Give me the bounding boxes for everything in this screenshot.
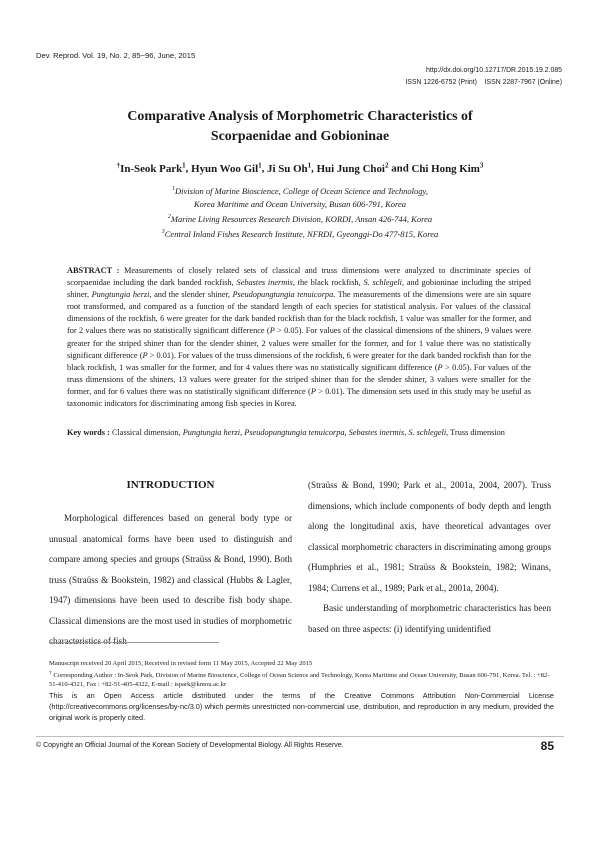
affiliation-text: Division of Marine Bioscience, College of Ocean Science and Technology,: [175, 185, 428, 196]
copyright-notice: © Copyright an Official Journal of the Korean Society of Developmental Biology. All Rights Reserve.: [36, 742, 344, 749]
affiliation-text: Central Inland Fishes Research Institute, NFRDI, Gyeonggi-Do 477-815, Korea: [164, 228, 439, 239]
text-run: . The measurements of the dimensions were are sin square root transformed, and compared as a function of the standard length of each species for statistical analysis. For values of the classical dimensions of the rockfish, 6 were greater for the dark banded rockfish than for the black rockfish, 1 value was smaller for the former, and for 2 values there was no statistically significant difference (: [67, 290, 532, 336]
text-run: ,: [404, 428, 409, 437]
keywords-label: Key words :: [67, 428, 110, 437]
italic-term: Pungtungia herzi: [182, 428, 241, 437]
footer-rule: [36, 736, 564, 737]
intro-paragraph-1-continued: (Straüss & Bond, 1990; Park et al., 2001a, 2004, 2007). Truss dimensions, which include components of body depth and length along the longitudinal axis, have theoretical advantages over classical morphometric characters in discriminating among groups (Humphries et al., 1981; Straüss & Bookstein, 1982; Winans, 1984; Currens et al., 1989; Park et al., 2001a, 2004).: [308, 480, 551, 593]
italic-term: P: [269, 326, 275, 336]
text-run: > 0.05). For values of the classical dimensions of the shiners, 9 values were greater for the striped shiner than for the slender shiner, 2 values were smaller for the former, and for 1 value there was no statistically significant difference (: [67, 326, 532, 360]
footnotes: [49, 660, 554, 690]
italic-term: Pseudopungtungia tenuicorpa: [244, 428, 345, 437]
column-left: [49, 508, 292, 652]
author-dagger-mark: †: [116, 161, 121, 169]
author: [317, 163, 389, 175]
abstract-label: ABSTRACT :: [67, 266, 120, 275]
author: [411, 163, 483, 175]
italic-term: P: [142, 350, 148, 360]
author: [191, 163, 261, 175]
author-separator: ,: [311, 162, 317, 175]
italic-term: Sebastes inermis: [348, 428, 405, 437]
text-run: Measurements of closely related sets of classical and truss dimensions were analyzed to discriminate species of scorpaenidae including the dark banded rockfish,: [67, 266, 531, 288]
italic-term: S. schlegeli: [408, 428, 447, 437]
author-separator: ,: [185, 162, 192, 175]
section-heading-introduction: INTRODUCTION: [126, 479, 215, 491]
italic-term: Pseudopungtungia tenuicorpa: [232, 290, 334, 300]
journal-reference: Dev. Reprod. Vol. 19, No. 2, 85~96, June, 2015: [36, 51, 196, 60]
author-name: Ji Su Oh: [267, 162, 308, 175]
doi-issn-block: [405, 65, 562, 88]
text-run: , the black rockfish,: [292, 278, 364, 288]
paper-title: [0, 107, 600, 146]
footnote-separator: [49, 642, 219, 643]
italic-term: S. schlegeli: [363, 278, 402, 288]
text-run: > 0.05). For values of the truss dimensions of the shiners, 13 values were greater for the striped shiner than for the slender shiner, 3 values were smaller for the former, and for 6 values there was no statistically significant difference (: [67, 362, 531, 396]
italic-term: P: [437, 362, 443, 372]
abstract: [67, 265, 531, 410]
affiliation-number: 1: [172, 186, 175, 192]
column-right: [308, 475, 551, 639]
affiliation-number: 2: [167, 213, 171, 220]
keywords-body: [110, 428, 505, 437]
author-name: Hyun Woo Gil: [191, 162, 259, 175]
affiliation-line: [0, 183, 600, 198]
issn-line: ISSN 1226-6752 (Print) ISSN 2287-7967 (Online): [405, 78, 562, 86]
page-number: 85: [540, 739, 554, 753]
keywords: [67, 427, 531, 439]
italic-term: Pungtungia herzi: [91, 290, 150, 300]
author-name: Chi Hong Kim: [411, 162, 480, 175]
affiliation-text: Marine Living Resources Research Division, KORDI, Ansan 426-744, Korea: [170, 213, 433, 224]
italic-term: P: [310, 386, 316, 396]
author-list: [0, 161, 600, 175]
author-affiliation-number: 1: [258, 161, 262, 169]
license-notice: This is an Open Access article distributed under the terms of the Creative Commons Attribution Non-Commercial License (http://creativecommons.org/licenses/by-nc/3.0) which permits unrestricted non-commercial use, distribution, and reproduction in any medium, provided the original work is properly cited.: [49, 691, 554, 722]
author-name: In-Seok Park: [120, 162, 183, 175]
doi-link[interactable]: http://dx.doi.org/10.12717/DR.2015.19.2.085: [426, 67, 562, 74]
text-run: , and gobioninae including the striped shiner,: [67, 278, 531, 300]
title-line-1: Comparative Analysis of Morphometric Characteristics of: [127, 109, 473, 124]
author-separator: ,: [261, 162, 268, 175]
affiliation-number: 3: [161, 228, 165, 235]
text-run: Classical dimension,: [109, 428, 183, 437]
author: [117, 163, 186, 175]
corresponding-author: [49, 669, 554, 690]
text-run: ,: [344, 428, 349, 437]
text-run: ,: [240, 428, 245, 437]
text-run: > 0.01). The dimension sets used in this study may be useful as taxonomic indicators for discriminating among fish species in Korea.: [67, 386, 531, 409]
title-line-2: Scorpaenidae and Gobioninae: [210, 128, 390, 144]
author-affiliation-number: 1: [307, 161, 312, 169]
author-separator: and: [388, 162, 412, 175]
dagger-mark: †: [49, 669, 52, 676]
manuscript-dates: Manuscript received 20 April 2015, Received in revised form 11 May 2015, Accepted 22 May 2015: [49, 660, 313, 667]
intro-paragraph-2: Basic understanding of morphometric characteristics has been based on three aspects: (i) identifying unidentified: [308, 603, 551, 634]
abstract-body: [67, 266, 531, 408]
affiliation-list: [0, 183, 600, 240]
italic-term: Sebastes inermis: [236, 278, 293, 288]
text-run: , and the slender shiner,: [149, 290, 233, 300]
author-affiliation-number: 1: [182, 161, 186, 169]
author-name: Hui Jung Choi: [316, 162, 385, 175]
author: [267, 163, 311, 175]
corresponding-author-text: Corresponding Author : In-Seok Park, Division of Marine Bioscience, College of Ocean Science and Technology, Korea Maritime and Ocean University, Busan 606-791, Korea. Tel. : +82-51-410-4321, Fax : +82-51-405-4322, E-mail : ispark@kmou.ac.kr: [49, 671, 550, 688]
author-affiliation-number: 2: [384, 161, 389, 169]
affiliation-line: [0, 198, 600, 211]
author-affiliation-number: 3: [479, 161, 484, 169]
affiliation-text: Korea Maritime and Ocean University, Busan 606-791, Korea: [193, 198, 407, 209]
text-run: , Truss dimension: [446, 428, 505, 437]
affiliation-line: [0, 211, 600, 226]
intro-paragraph-1: Morphological differences based on general body type or unusual anatomical forms have been used to distinguish and compare among species and groups (Straüss & Bond, 1990). Both truss (Straüss & Bookstein, 1982) and classical (Hubbs & Lagler, 1947) dimensions have been used to describe fish body shape. Classical dimensions are the most used in studies of morphometric characteristics of fish: [49, 513, 292, 646]
affiliation-line: [0, 226, 600, 241]
text-run: > 0.01). For values of the truss dimensions of the rockfish, 6 were greater for the dark banded rockfish than for the black rockfish, 1 was smaller for the former, and for 4 values there was no statistically significant difference (: [67, 350, 532, 372]
